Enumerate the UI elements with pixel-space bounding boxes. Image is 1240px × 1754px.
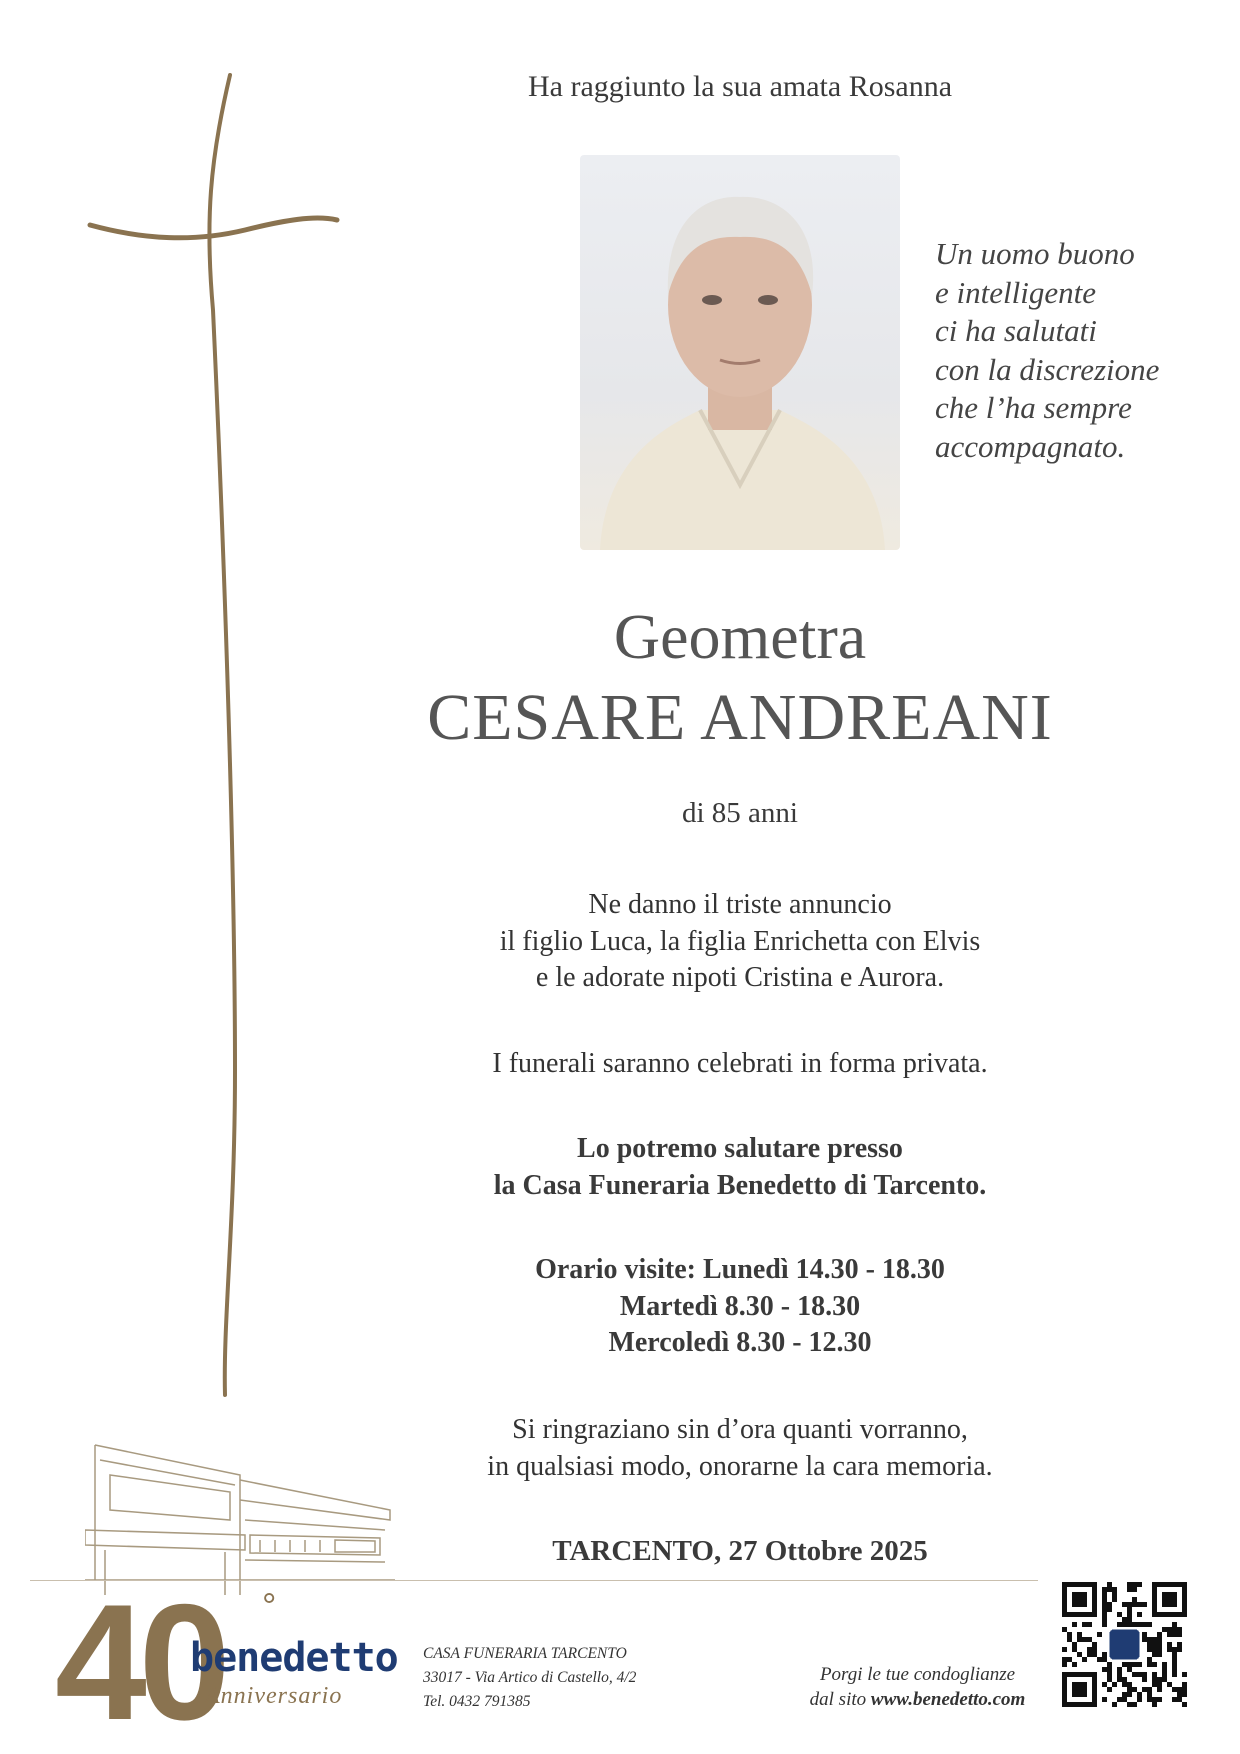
place-date: TARCENTO, 27 Ottobre 2025 <box>552 1535 928 1567</box>
deceased-name: CESARE ANDREANI <box>427 681 1053 754</box>
cross-icon <box>85 70 345 1400</box>
address-line: CASA FUNERARIA TARCENTO <box>423 1645 627 1662</box>
funeral-line: I funerali saranno celebrati in forma privata. <box>492 1048 988 1079</box>
address-line: 33017 - Via Artico di Castello, 4/2 <box>423 1669 637 1686</box>
visiting-hours <box>380 1252 1100 1362</box>
visit-line: Lo potremo salutare presso <box>577 1133 903 1164</box>
quote-line: e intelligente <box>935 274 1096 310</box>
logo-brand: benedetto <box>190 1635 398 1681</box>
condolences-line: Porgi le tue condoglianze <box>819 1664 1016 1685</box>
logo-anniversary-number: 40 <box>55 1570 223 1754</box>
thanks-line: Si ringraziano sin d’ora quanti vorranno, <box>512 1414 968 1445</box>
intro-text: Ha raggiunto la sua amata Rosanna <box>527 70 953 103</box>
deceased-age: di 85 anni <box>682 797 798 829</box>
condolences-site-line <box>780 1687 1055 1712</box>
announcement <box>380 887 1100 997</box>
website-link[interactable]: www.benedetto.com <box>870 1689 1026 1710</box>
address-line: Tel. 0432 791385 <box>423 1693 531 1710</box>
condolences-prefix: dal sito <box>809 1689 871 1710</box>
funeral-home-address <box>423 1642 636 1714</box>
logo-tagline: Anniversario <box>205 1683 343 1709</box>
announcement-line: e le adorate nipoti Cristina e Aurora. <box>535 962 945 993</box>
deceased-title: Geometra <box>613 601 867 672</box>
hours-line: Mercoledì 8.30 - 12.30 <box>608 1327 872 1358</box>
visit-info <box>380 1131 1100 1204</box>
hours-line: Orario visite: Lunedì 14.30 - 18.30 <box>535 1254 945 1285</box>
condolences-note <box>780 1662 1055 1712</box>
quote-line: ci ha salutati <box>935 313 1097 348</box>
announcement-line: il figlio Luca, la figlia Enrichetta con Elvis <box>499 925 981 957</box>
visit-line: la Casa Funeraria Benedetto di Tarcento. <box>493 1169 987 1201</box>
logo-degree: ° <box>262 1585 277 1626</box>
qr-code-icon[interactable] <box>1062 1582 1187 1707</box>
portrait-photo <box>580 155 900 550</box>
announcement-line: Ne danno il triste annuncio <box>588 889 892 920</box>
quote-line: Un uomo buono <box>935 236 1135 271</box>
thanks-note <box>380 1412 1100 1485</box>
quote <box>935 235 1215 466</box>
thanks-line: in qualsiasi modo, onorarne la cara memoria. <box>487 1450 993 1482</box>
quote-line: con la discrezione <box>935 351 1160 387</box>
quote-line: accompagnato. <box>935 428 1126 464</box>
funeral-note <box>380 1046 1100 1083</box>
hours-line: Martedì 8.30 - 18.30 <box>619 1290 861 1322</box>
quote-line: che l’ha sempre <box>935 390 1132 425</box>
